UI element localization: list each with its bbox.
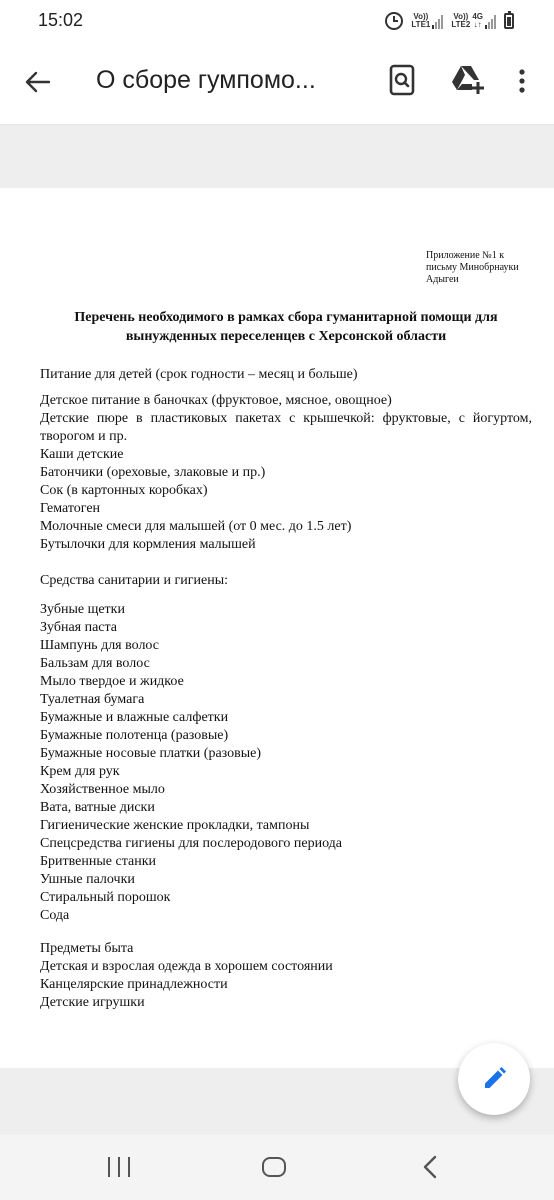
- sim2-lte-label: LTE2: [451, 20, 471, 29]
- list-item: Бумажные полотенца (разовые): [40, 728, 229, 743]
- list-item: Ушные палочки: [40, 872, 135, 887]
- list-item: Детское питание в баночках (фруктовое, мясное, овощное): [40, 393, 392, 408]
- more-vert-icon: [512, 64, 532, 98]
- list-item: Бутылочки для кормления малышей: [40, 537, 256, 552]
- list-item: Бритвенные станки: [40, 854, 156, 869]
- edit-button[interactable]: [458, 1043, 530, 1115]
- list-item: Канцелярские принадлежности: [40, 977, 228, 992]
- document-heading-line: Перечень необходимого в рамках сбора гуманитарной помощи для: [74, 310, 498, 325]
- back-arrow-icon: [25, 71, 51, 93]
- list-item: Стиральный порошок: [40, 890, 171, 905]
- list-item: Зубные щетки: [40, 602, 125, 617]
- status-icons: [385, 10, 514, 32]
- home-icon[interactable]: [262, 1157, 286, 1177]
- battery-icon: [504, 13, 514, 29]
- appendix-line: Приложение №1 к: [426, 250, 505, 261]
- back-button[interactable]: [20, 64, 56, 100]
- document-title: О сборе гумпомо...: [96, 66, 316, 94]
- list-item: Бумажные носовые платки (разовые): [40, 746, 262, 761]
- list-item: Молочные смеси для малышей (от 0 мес. до 1.5 лет): [40, 519, 352, 534]
- section-heading: Питание для детей (срок годности – месяц и больше): [40, 367, 358, 382]
- search-document-icon: [386, 62, 418, 98]
- add-to-drive-button[interactable]: [450, 64, 486, 96]
- list-item: Сок (в картонных коробках): [40, 483, 208, 498]
- more-options-button[interactable]: [512, 64, 532, 98]
- network-type-label: 4G: [472, 12, 483, 21]
- list-item: Детские игрушки: [40, 995, 145, 1010]
- list-item: Детская и взрослая одежда в хорошем состоянии: [40, 959, 333, 974]
- appendix-line: письму Минобрнауки: [426, 262, 519, 273]
- add-to-drive-icon: [450, 64, 486, 96]
- sim1-lte-label: LTE1: [411, 20, 431, 29]
- list-item: Гигиенические женские прокладки, тампоны: [40, 818, 310, 833]
- list-item: Батончики (ореховые, злаковые и пр.): [40, 465, 266, 480]
- list-item: Туалетная бумага: [40, 692, 145, 707]
- back-icon[interactable]: [420, 1155, 442, 1179]
- list-item: Шампунь для волос: [40, 638, 159, 653]
- signal-bars-icon: [432, 15, 443, 29]
- edit-pencil-icon: [480, 1065, 508, 1093]
- list-item: Мыло твердое и жидкое: [40, 674, 184, 689]
- system-nav-bar: [0, 1135, 554, 1200]
- list-item: Зубная паста: [40, 620, 118, 635]
- app-bar: [0, 40, 554, 125]
- status-time: 15:02: [38, 10, 84, 30]
- sim1-volte-label: Vo)): [413, 12, 429, 21]
- appendix-note: [426, 250, 536, 286]
- alarm-icon: [385, 12, 403, 30]
- list-item: Бумажные и влажные салфетки: [40, 710, 229, 725]
- section-heading: Средства санитарии и гигиены:: [40, 573, 228, 588]
- list-item: Вата, ватные диски: [40, 800, 155, 815]
- list-item: Крем для рук: [40, 764, 120, 779]
- list-item: Детские пюре в пластиковых пакетах с крышечкой: фруктовые, с йогуртом, творогом и пр.: [40, 411, 532, 444]
- sim2-signal: Vo)) LTE2 4G ↓↑: [451, 13, 496, 29]
- recent-apps-icon[interactable]: [108, 1157, 130, 1179]
- list-item: Каши детские: [40, 447, 124, 462]
- signal-bars-icon: [485, 15, 496, 29]
- section-heading: Предметы быта: [40, 941, 134, 956]
- find-in-document-button[interactable]: [386, 62, 418, 98]
- document-heading: [36, 308, 536, 346]
- sim2-volte-label: Vo)): [453, 12, 469, 21]
- list-item: Хозяйственное мыло: [40, 782, 165, 797]
- appendix-line: Адыгеи: [426, 274, 459, 285]
- list-item: Гематоген: [40, 501, 101, 516]
- sim1-signal: [411, 13, 443, 29]
- list-item: Спецсредства гигиены для послеродового периода: [40, 836, 343, 851]
- document-heading-line: вынужденных переселенцев с Херсонской области: [125, 329, 447, 344]
- list-item: Сода: [40, 908, 70, 923]
- list-item: Бальзам для волос: [40, 656, 150, 671]
- status-bar: [0, 0, 554, 40]
